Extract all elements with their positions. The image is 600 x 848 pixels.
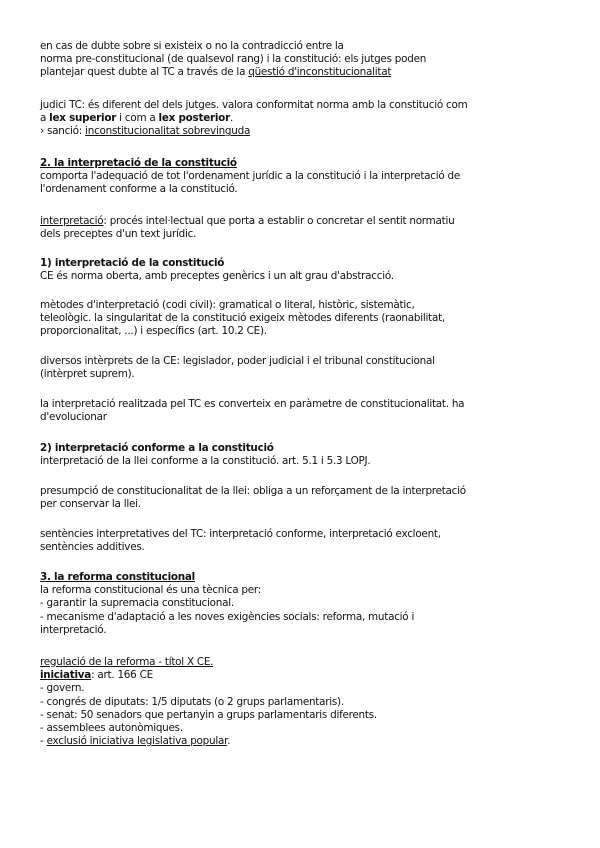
regulacio-heading: regulació de la reforma - títol X CE. [40, 656, 214, 668]
interprets-line-1: diversos intèrprets de la CE: legislador, poder judicial i el tribunal constitucional [40, 355, 435, 367]
interprets-paragraph [40, 355, 565, 381]
metodes-line-3: proporcionalitat, ...) i específics (art. 10.2 CE). [40, 325, 267, 338]
intro-line-2 [40, 53, 565, 66]
section-3-heading: 3. la reforma constitucional [40, 571, 195, 583]
intro-line-3 [40, 66, 565, 79]
iniciativa-item-exclusio [40, 735, 565, 748]
reforma-line-1: la reforma constitucional és una tècnica per: [40, 584, 261, 597]
lex-superior-term: lex superior [49, 112, 117, 125]
section-2 [40, 157, 565, 197]
exclusio-dash: - [40, 735, 47, 748]
subsection-2-heading: 2) interpretació conforme a la constitució [40, 442, 274, 454]
inconstitucionalitat-sobrevinguda-term: inconstitucionalitat sobrevinguda [85, 125, 251, 138]
presumpcio-paragraph [40, 485, 565, 511]
questio-inconstitucionalitat-term: qüestió d'inconstitucionalitat [248, 66, 392, 79]
metodes-paragraph [40, 299, 565, 339]
exclusio-period: . [227, 735, 231, 748]
iniciativa-text: : art. 166 CE [91, 669, 153, 682]
judici-tc-paragraph [40, 99, 565, 139]
intro-line-3-text: plantejar quest dubte al TC a través de la [40, 66, 249, 79]
iniciativa-item-senat: - senat: 50 senadors que pertanyin a grups parlamentaris diferents. [40, 708, 377, 721]
presumpcio-line-2: per conservar la llei. [40, 498, 141, 511]
judici-line-2-a: a [40, 112, 50, 125]
sentencies-line-2: sentències additives. [40, 541, 145, 554]
judici-line-1: judici TC: és diferent del dels jutges. valora conformitat norma amb la constitució com [40, 99, 468, 111]
intro-line-2-text: norma pre-constitucional (de qualsevol rang) i la constitució: els jutges poden [40, 53, 427, 66]
exclusio-iniciativa-popular-term: exclusió iniciativa legislativa popular [46, 735, 228, 748]
judici-line-2-c: i com a [116, 112, 159, 125]
parametre-line-2: d'evolucionar [40, 411, 107, 424]
section-2-p1-line-1: comporta l'adequació de tot l'ordenament jurídic a la constitució i la interpretació de [40, 170, 461, 183]
reforma-line-4: interpretació. [40, 623, 107, 636]
sentencies-line-1: sentències interpretatives del TC: interpretació conforme, interpretació excloent, [40, 528, 441, 540]
parametre-line-1: la interpretació realitzada pel TC es converteix en paràmetre de constitucionalitat. ha [40, 398, 465, 410]
interprets-line-2: (intèrpret suprem). [40, 368, 135, 381]
interpretacio-line-1 [40, 215, 565, 228]
subsection-1-heading: 1) interpretació de la constitució [40, 257, 225, 269]
section-2-heading: 2. la interpretació de la constitució [40, 157, 237, 169]
interpretacio-line-2: dels preceptes d'un text jurídic. [40, 228, 197, 241]
sentencies-paragraph [40, 528, 565, 554]
metodes-line-1: mètodes d'interpretació (codi civil): gramatical o literal, històric, sistemàtic, [40, 299, 415, 311]
iniciativa-term: iniciativa [40, 669, 92, 682]
conforme-line: interpretació de la llei conforme a la constitució. art. 5.1 i 5.3 LOPJ. [40, 455, 371, 468]
subsection-interpretacio-constitucio [40, 257, 565, 283]
metodes-line-2: teleològic. la singularitat de la constitució exigeix mètodes diferents (raonabilitat, [40, 312, 445, 325]
parametre-paragraph [40, 398, 565, 424]
judici-line-2-e: . [229, 112, 234, 125]
sancio-line [40, 125, 565, 138]
iniciativa-line [40, 669, 565, 682]
intro-line-1: en cas de dubte sobre si existeix o no la contradicció entre la [40, 40, 344, 52]
iniciativa-item-govern: - govern. [40, 682, 85, 695]
interpretacio-term: interpretació [40, 215, 104, 227]
judici-line-2 [40, 112, 565, 125]
ce-norma-oberta-line: CE és norma oberta, amb preceptes genèrics i un alt grau d'abstracció. [40, 270, 394, 283]
interpretacio-line-1-text: : procés intel·lectual que porta a establir o concretar el sentit normatiu [103, 215, 455, 227]
intro-paragraph [40, 40, 565, 80]
section-3 [40, 571, 565, 637]
interpretacio-definition [40, 215, 565, 241]
subsection-interpretacio-conforme [40, 442, 565, 468]
regulacio-reforma [40, 656, 565, 748]
sancio-label: › sanció: [40, 125, 86, 138]
lex-posterior-term: lex posterior [158, 112, 230, 125]
reforma-line-3: - mecanisme d'adaptació a les noves exigències socials: reforma, mutació i [40, 610, 415, 623]
reforma-line-2: - garantir la supremacia constitucional. [40, 597, 234, 610]
iniciativa-item-assemblees: - assemblees autonòmiques. [40, 722, 183, 735]
presumpcio-line-1: presumpció de constitucionalitat de la llei: obliga a un reforçament de la interpretació [40, 485, 466, 497]
section-2-p1-line-2: l'ordenament conforme a la constitució. [40, 183, 238, 196]
iniciativa-item-congres: - congrés de diputats: 1/5 diputats (o 2 grups parlamentaris). [40, 695, 344, 708]
